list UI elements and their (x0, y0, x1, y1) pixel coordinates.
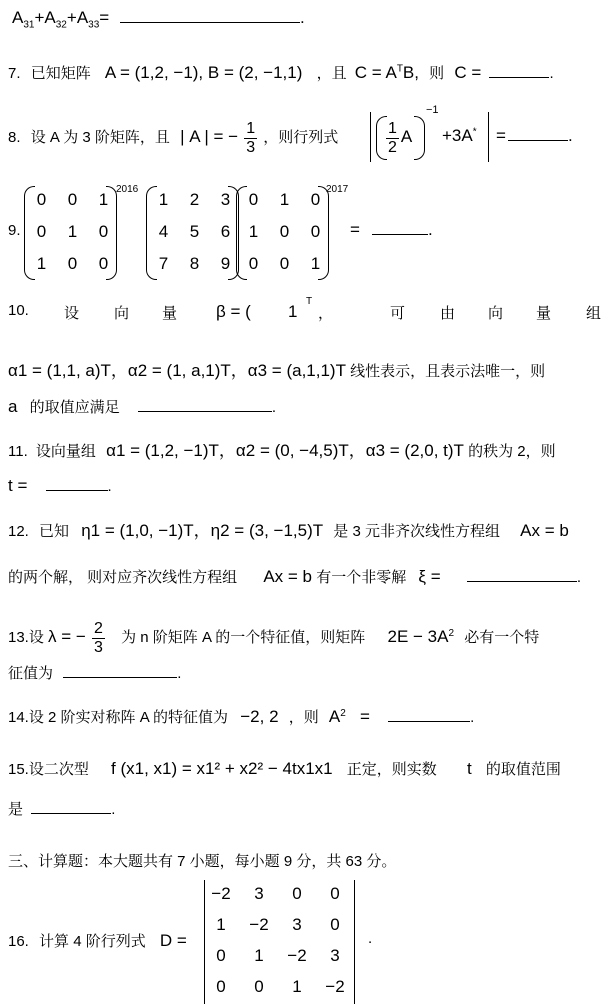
q15-t: t (466, 759, 472, 778)
q10-number: 10. (8, 302, 29, 319)
q16-det-bar-right (354, 880, 355, 1004)
q11-vectors: α1 = (1,2, −1)T，α2 = (0, −4,5)T，α3 = (2,0, t)T (106, 441, 464, 460)
q7-c-eq: C = (454, 63, 482, 82)
q6-a1: A (12, 8, 24, 27)
q12-text1: 已知 (39, 523, 70, 540)
q13-frac-den: 3 (94, 638, 103, 656)
q9-m3-cell: 0 (248, 190, 259, 209)
q12-line2-text1: 的两个解， 则对应齐次线性方程组 (8, 569, 238, 586)
q15-line2 (8, 798, 115, 819)
q6-dot: . (299, 8, 305, 27)
q8-frac-den: 3 (246, 138, 256, 156)
q10-one: 1 (288, 302, 298, 321)
q12-dot: . (576, 569, 581, 586)
q11-answer-blank[interactable] (46, 476, 108, 491)
q8-inner (384, 116, 412, 159)
q10-word4: 可 (390, 305, 406, 322)
q9-m3-cell: 1 (248, 222, 259, 241)
q16-number: 16. (8, 933, 29, 950)
q9-eq: = (350, 220, 360, 239)
q13-lambda: λ = − (48, 627, 86, 646)
q16-det-cell: 0 (330, 915, 340, 934)
q14-answer-blank[interactable] (388, 707, 470, 722)
q13-dot: . (177, 665, 182, 682)
q14-values: −2, 2 (240, 707, 279, 726)
q10-dot: . (271, 399, 276, 416)
q7-answer-blank[interactable] (489, 63, 549, 78)
q6-sub1: 31 (23, 19, 35, 31)
q6-plus2: + (66, 8, 77, 27)
q16-det-cell: −2 (211, 884, 231, 903)
q7-matrix-def: A = (1,2, −1), B = (2, −1,1) (104, 63, 303, 82)
q8-det-bar-right (488, 112, 489, 162)
q12-text2: 是 3 元非齐次线性方程组 (333, 523, 500, 540)
q10-beta: β = ( (216, 302, 251, 321)
q6-a3: A (76, 8, 89, 27)
q16-det-cell: −2 (325, 977, 345, 996)
q9-m3-cell: 0 (248, 254, 259, 273)
q11-t-eq: t = (8, 476, 28, 495)
q9-m3-cell: 1 (279, 190, 290, 209)
q15-line2-text: 是 (8, 801, 24, 818)
q14-square: 2 (340, 708, 346, 719)
q10-line1 (8, 296, 604, 322)
q10-vectors: α1 = (1,1, a)T，α2 = (1, a,1)T，α3 = (a,1,1)T (8, 361, 346, 380)
q11-line1 (8, 436, 556, 461)
q10-comma: ， (318, 305, 334, 322)
q9-m3-paren-right (318, 186, 329, 280)
q12-number: 12. (8, 523, 29, 540)
q12-line2 (8, 566, 581, 587)
q10-answer-blank[interactable] (138, 397, 272, 412)
q14-eq: = (359, 707, 370, 726)
q9-m1-cell: 0 (36, 190, 47, 209)
q13-text2: 为 n 阶矩阵 A 的一个特征值，则矩阵 (121, 629, 366, 646)
q7-text2: ，且 (316, 65, 347, 82)
q7-number: 7. (8, 65, 21, 82)
q8-answer-wrap (496, 126, 573, 146)
q13-frac-num: 2 (94, 619, 103, 637)
q9-m2-cell: 4 (158, 222, 169, 241)
q9-m2-cell: 9 (220, 254, 231, 273)
q8-dot: . (567, 126, 573, 145)
q8-half-num: 1 (388, 119, 397, 137)
q11-text1: 设向量组 (35, 443, 96, 460)
q16-det-cell: 3 (254, 884, 264, 903)
q8-adjoint-star: * (472, 126, 477, 138)
q9-m1-cell: 0 (98, 254, 109, 273)
q13-square: 2 (448, 628, 455, 639)
q13-text3: 必有一个特 (464, 629, 540, 646)
q16-det-cell: 3 (330, 946, 340, 965)
q16-d: D = (159, 931, 187, 950)
q9-exp2: 2017 (326, 184, 349, 195)
q15-dot: . (111, 801, 116, 818)
q9-number: 9. (8, 222, 21, 239)
q15-text1: 设二次型 (28, 761, 89, 778)
q14-text2: ，则 (288, 709, 319, 726)
q8-fraction (244, 120, 257, 157)
q8-text2: ，则行列式 (263, 129, 339, 146)
q11-text2: 的秩为 2，则 (468, 443, 556, 460)
q9-m2-cell: 1 (158, 190, 169, 209)
q16-text1: 计算 4 阶行列式 (39, 933, 146, 950)
q15-text3: 的取值范围 (485, 761, 561, 778)
q9-m2-cell: 3 (220, 190, 231, 209)
q8-plus3a-wrap (442, 126, 477, 146)
q16-det-cell: 3 (292, 915, 302, 934)
q12-line2-text2: 有一个非零解 (316, 569, 407, 586)
q12-axb2: Ax = b (263, 567, 313, 586)
q8-paren-right (414, 116, 425, 160)
q8-inverse-exp: −1 (426, 104, 439, 116)
q8-half-fraction (386, 120, 399, 157)
q15-number: 15. (8, 761, 29, 778)
q14-text1: 设 2 阶实对称阵 A 的特征值为 (28, 709, 229, 726)
q14-dot: . (470, 709, 475, 726)
q16-line (8, 930, 187, 951)
q10-word6: 向 (488, 305, 504, 322)
q7-text1: 已知矩阵 (30, 65, 91, 82)
q12-axb: Ax = b (520, 521, 569, 540)
q13-line1 (8, 610, 539, 658)
q13-line2 (8, 662, 181, 683)
q11-dot: . (107, 478, 112, 495)
q6-line (12, 8, 305, 30)
q16-det-cell: 0 (292, 884, 302, 903)
q12-xi: ξ = (418, 567, 441, 586)
q13-fraction (92, 620, 105, 657)
q13-answer-blank[interactable] (63, 663, 177, 678)
q8-half-den: 2 (388, 138, 397, 156)
q8-frac-num: 1 (246, 119, 256, 137)
q10-line3 (8, 396, 276, 417)
q9-m2-cell: 8 (189, 254, 200, 273)
q11-line2 (8, 476, 112, 496)
q16-det-cell: 0 (330, 884, 340, 903)
q6-a2: A (44, 8, 56, 27)
q16-det-cell: −2 (249, 915, 269, 934)
q15-expr: f (x1, x1) = x1² + x2² − 4tx1x1 (111, 759, 333, 778)
q10-word7: 量 (536, 305, 552, 322)
q9-m2-cell: 5 (189, 222, 200, 241)
q16-det-cell: 1 (216, 915, 226, 934)
q10-line3-text: 的取值应满足 (29, 399, 120, 416)
q10-transpose: T (306, 296, 313, 307)
q9-m1-cell: 1 (36, 254, 47, 273)
q12-answer-blank[interactable] (467, 567, 577, 582)
q8-a: A (400, 127, 413, 146)
q10-a: a (8, 397, 18, 416)
q13-number: 13. (8, 629, 29, 646)
q9-m3-cell: 0 (279, 254, 290, 273)
q10-line2-text: 线性表示，且表示法唯一，则 (350, 363, 546, 380)
q6-sub2: 32 (55, 19, 67, 31)
q16-determinant (202, 878, 354, 1002)
q9-answer-blank[interactable] (372, 220, 428, 235)
q9-m2-cell: 6 (220, 222, 231, 241)
q6-eq: = (99, 8, 110, 27)
q8-number: 8. (8, 129, 21, 146)
q9-m1-cell: 1 (67, 222, 78, 241)
q14-a: A (328, 707, 341, 726)
q14-number: 14. (8, 709, 29, 726)
q15-answer-blank[interactable] (31, 799, 111, 814)
q15-text2: 正定，则实数 (346, 761, 437, 778)
q16-det-cell: 0 (254, 977, 264, 996)
q6-sub3: 33 (88, 19, 100, 31)
q9-m1-paren-right (106, 186, 117, 280)
q9-m3-cell: 0 (310, 222, 321, 241)
q8-plus3a: +3A (442, 126, 473, 145)
q9-exp1: 2016 (116, 184, 139, 195)
q10-word1: 设 (64, 305, 80, 322)
q9-m2-cell: 2 (189, 190, 200, 209)
q12-vectors: η1 = (1,0, −1)T，η2 = (3, −1,5)T (81, 521, 324, 540)
q6-answer-blank[interactable] (120, 8, 300, 23)
q9-dot: . (427, 220, 433, 239)
q6-expression (12, 8, 114, 31)
q14-line (8, 706, 474, 727)
q10-word5: 由 (440, 305, 456, 322)
q7-line (8, 62, 554, 83)
section3-heading: 三、计算题：本大题共有 7 小题，每小题 9 分，共 63 分。 (8, 853, 397, 870)
q8-eq: = (496, 126, 506, 145)
q13-text1: 设 (28, 629, 44, 646)
q6-plus1: + (34, 8, 45, 27)
q9-m1-cell: 0 (98, 222, 109, 241)
q15-line1 (8, 758, 561, 779)
q16-det-cell: 0 (216, 946, 226, 965)
q10-word2: 向 (114, 305, 130, 322)
q7-text3: 则 (429, 65, 445, 82)
q7-b: B, (402, 63, 419, 82)
q8-det-bar-left (370, 112, 371, 162)
q9-m1-cell: 0 (67, 190, 78, 209)
q12-line1 (8, 516, 569, 541)
q9-answer-wrap (350, 220, 433, 240)
q16-det-cell: 1 (254, 946, 264, 965)
q8-answer-blank[interactable] (508, 126, 568, 141)
q16-dot: . (368, 930, 373, 947)
q8-line (8, 112, 338, 162)
q11-number: 11. (8, 443, 28, 460)
q10-word3: 量 (162, 305, 178, 322)
q9-m1-cell: 0 (67, 254, 78, 273)
q7-transpose: T (396, 63, 403, 75)
q16-det-cell: 1 (292, 977, 302, 996)
q9-m1-cell: 1 (98, 190, 109, 209)
q8-det-a: | A | = − (180, 127, 239, 146)
q9-m2-cell: 7 (158, 254, 169, 273)
q16-det-cell: 0 (216, 977, 226, 996)
q13-line2-text: 征值为 (8, 665, 54, 682)
q9-m3-cell: 1 (310, 254, 321, 273)
q9-m1-cell: 0 (36, 222, 47, 241)
q10-line2 (8, 356, 545, 381)
q7-c-def: C = A (354, 63, 397, 82)
q9-m3-cell: 0 (310, 190, 321, 209)
q16-det-cell: −2 (287, 946, 307, 965)
q7-dot: . (549, 65, 554, 82)
q8-text1: 设 A 为 3 阶矩阵，且 (30, 129, 170, 146)
q10-word8: 组 (586, 305, 602, 322)
q13-expr: 2E − 3A (387, 627, 449, 646)
q9-m3-cell: 0 (279, 222, 290, 241)
